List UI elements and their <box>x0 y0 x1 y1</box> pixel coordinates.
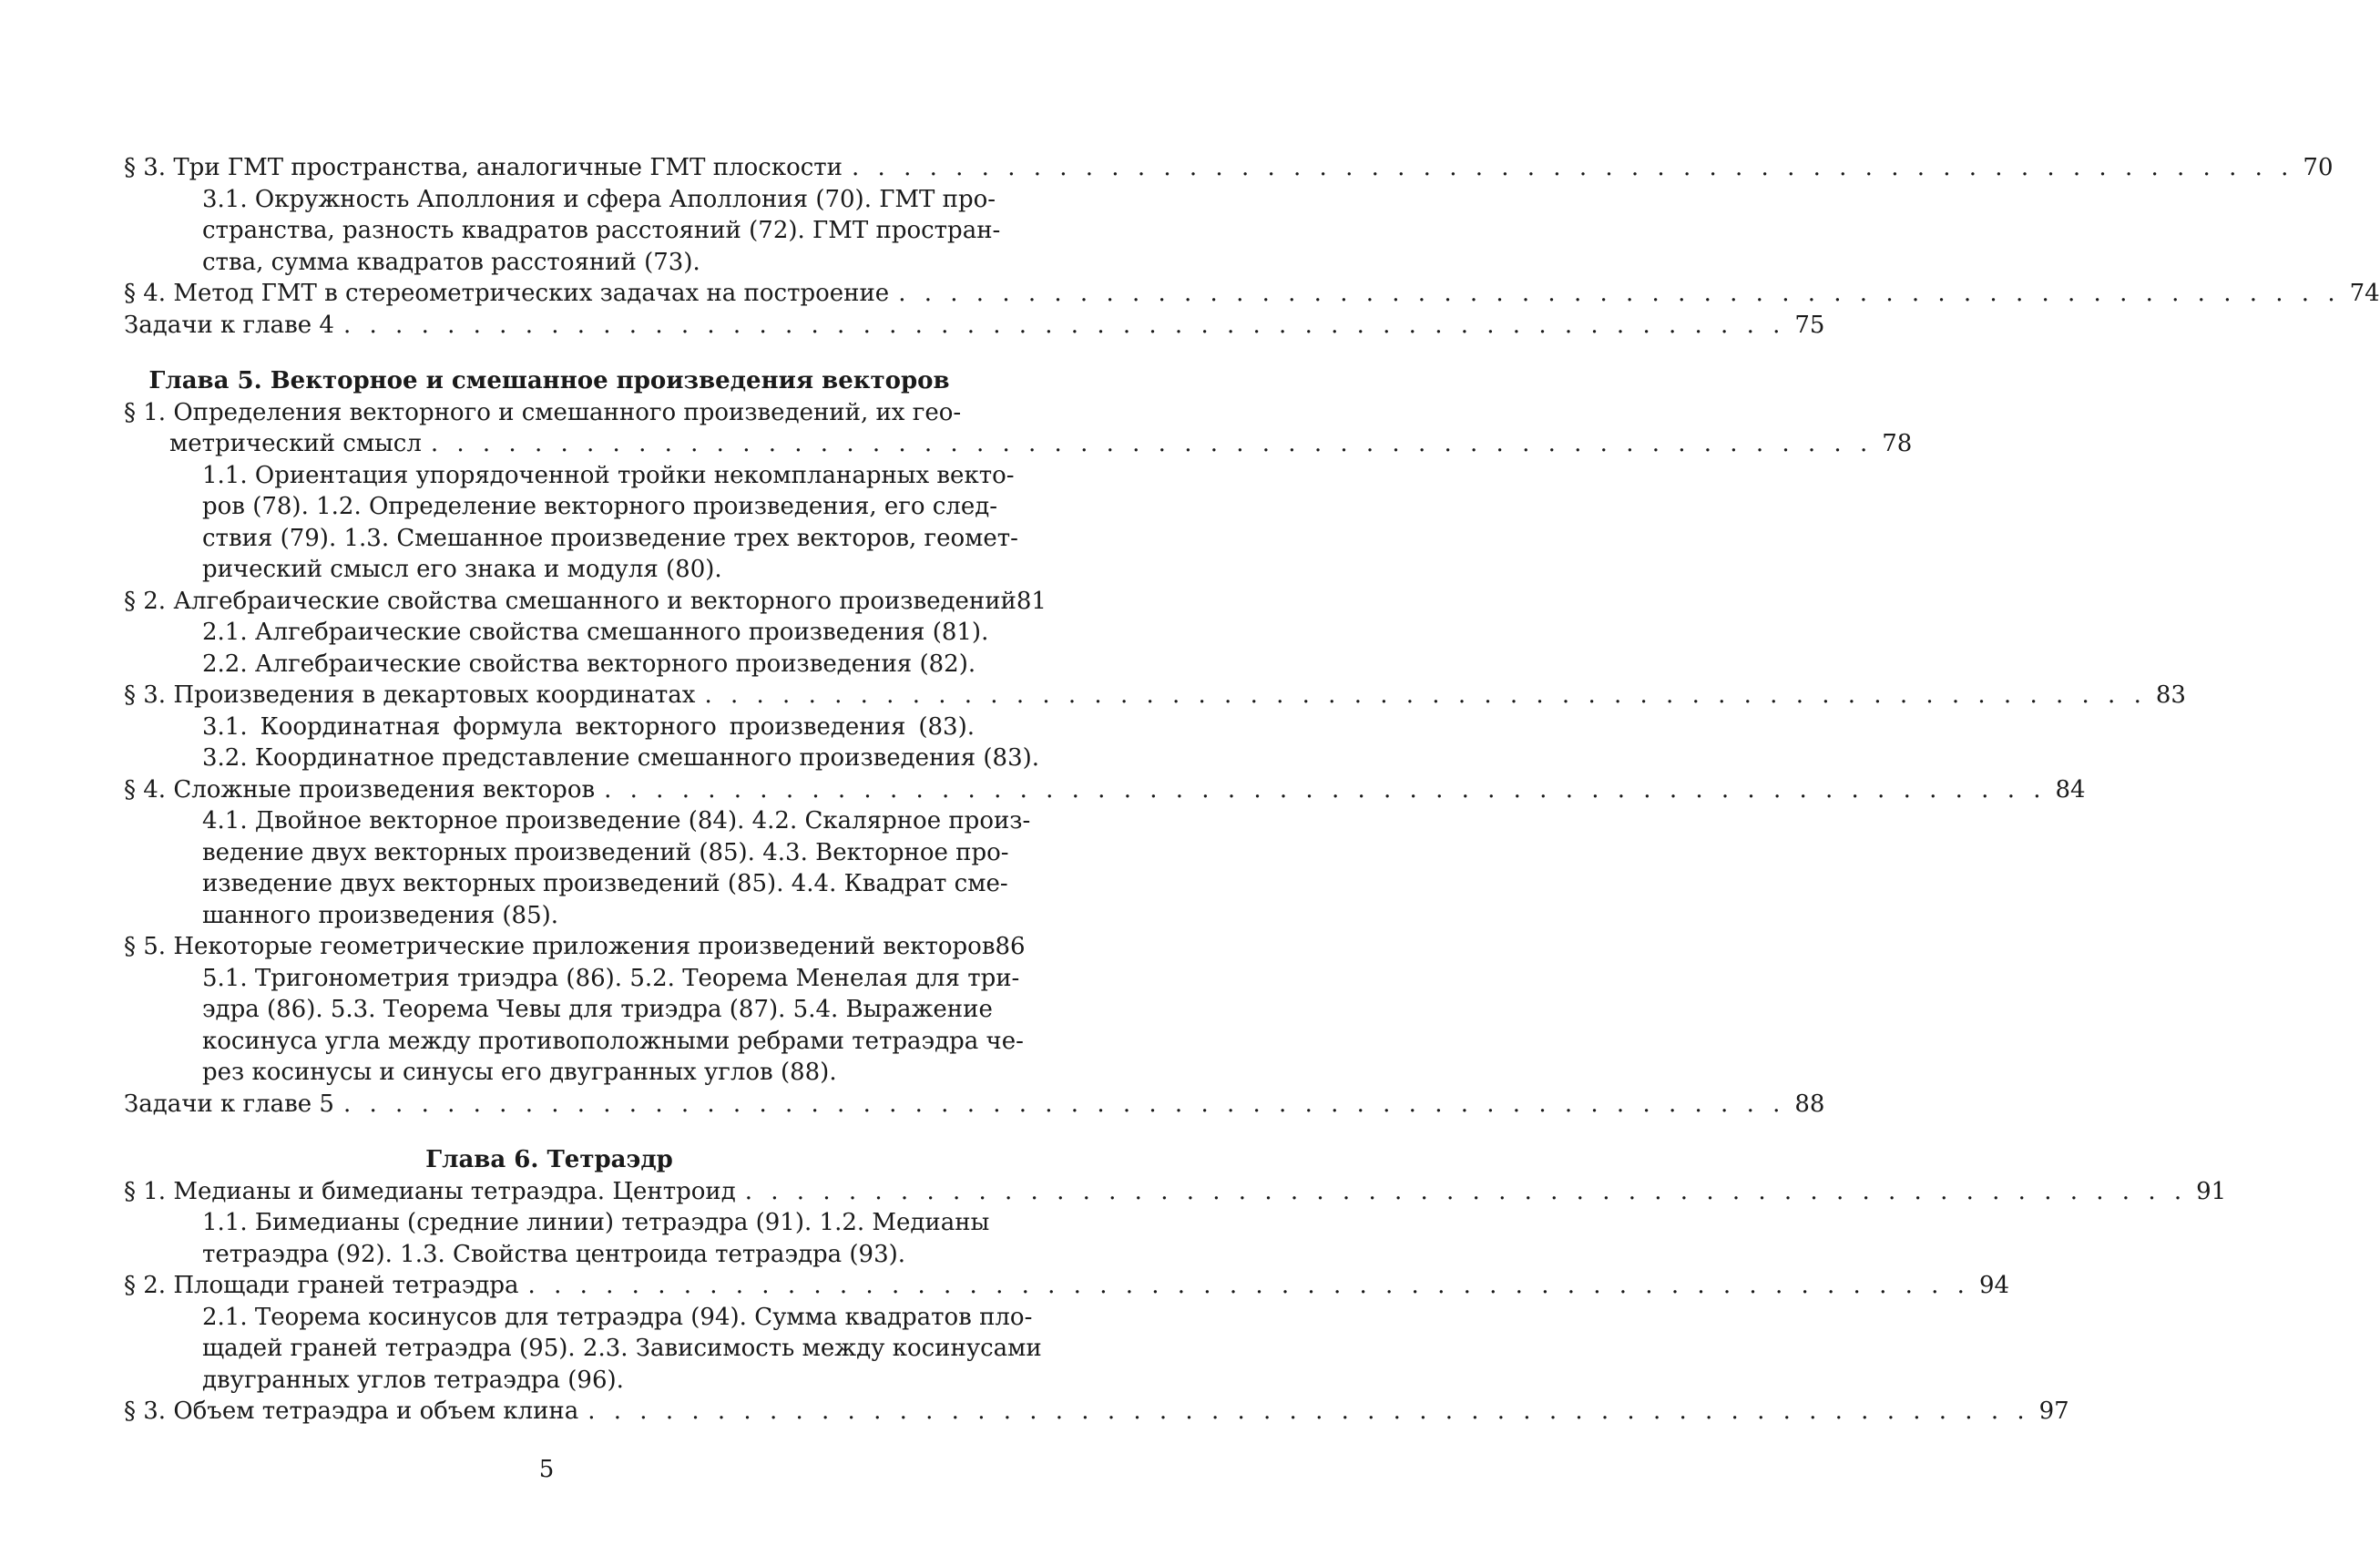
toc-entry-title: § 4. Метод ГМТ в стереометрических задачах на построение <box>124 278 889 310</box>
leader-dots <box>519 1270 1979 1302</box>
toc-entry-title: § 3. Произведения в декартовых координатах <box>124 680 695 712</box>
toc-subentries: 2.1. Теорема косинусов для тетраэдра (94). Сумма квадратов пло- <box>124 1302 975 1334</box>
toc-entry-title: § 3. Три ГМТ пространства, аналогичные ГМТ плоскости <box>124 152 843 184</box>
toc-subentries: 4.1. Двойное векторное произведение (84). 4.2. Скалярное произ- <box>124 805 975 837</box>
toc-subentries: 3.1. Координатная формула векторного произведения (83). <box>124 712 975 743</box>
toc-entry[interactable] <box>124 1270 975 1302</box>
toc-subentries: изведение двух векторных произведений (85). 4.4. Квадрат сме- <box>124 868 975 900</box>
toc-subentries: ствия (79). 1.3. Смешанное произведение трех векторов, геомет- <box>124 523 975 555</box>
document-page <box>0 0 1093 1546</box>
toc-entry[interactable] <box>124 586 975 618</box>
chapter-heading: Глава 5. Векторное и смешанное произведения векторов <box>124 365 975 397</box>
leader-dots <box>736 1176 2196 1208</box>
toc-entry-title: § 2. Площади граней тетраэдра <box>124 1270 519 1302</box>
toc-entry-title: § 1. Медианы и бимедианы тетраэдра. Центроид <box>124 1176 736 1208</box>
toc-page-number: 88 <box>1794 1089 1824 1121</box>
toc-entry[interactable] <box>124 931 975 963</box>
toc-page-number: 91 <box>2196 1176 2226 1208</box>
leader-dots <box>843 152 2303 184</box>
toc-subentries: рез косинусы и синусы его двугранных углов (88). <box>124 1057 975 1089</box>
toc-entry[interactable] <box>124 428 975 460</box>
toc-entry-title: § 4. Сложные произведения векторов <box>124 774 595 806</box>
toc-subentries: 2.1. Алгебраические свойства смешанного произведения (81). <box>124 617 975 649</box>
toc-subentries: ведение двух векторных произведений (85). 4.3. Векторное про- <box>124 837 975 869</box>
leader-dots <box>595 774 2055 806</box>
toc-entry[interactable] <box>124 1089 975 1121</box>
toc-subentries: 2.2. Алгебраические свойства векторного произведения (82). <box>124 649 975 681</box>
toc-subentries: 5.1. Тригонометрия триэдра (86). 5.2. Теорема Менелая для три- <box>124 963 975 995</box>
toc-subentries: 3.2. Координатное представление смешанного произведения (83). <box>124 742 975 774</box>
leader-dots <box>889 278 2349 310</box>
toc-subentries: ства, сумма квадратов расстояний (73). <box>124 247 975 279</box>
toc-page-number: 81 <box>1016 586 1047 618</box>
toc-page-number: 75 <box>1794 310 1824 342</box>
toc-entry-title[interactable]: § 1. Определения векторного и смешанного произведений, их гео- <box>124 397 975 429</box>
toc-page-number: 74 <box>2350 278 2380 310</box>
toc-page-number: 86 <box>995 931 1025 963</box>
toc-entry[interactable] <box>124 774 975 806</box>
toc-entry-title: § 5. Некоторые геометрические приложения произведений векторов <box>124 931 995 963</box>
toc-subentries: рический смысл его знака и модуля (80). <box>124 554 975 586</box>
leader-dots <box>695 680 2155 712</box>
toc-page-number: 83 <box>2156 680 2186 712</box>
toc-subentries: косинуса угла между противоположными ребрами тетраэдра че- <box>124 1026 975 1058</box>
toc-entry-title: Задачи к главе 5 <box>124 1089 334 1121</box>
page-number: 5 <box>0 1456 1093 1483</box>
leader-dots <box>334 310 1794 342</box>
toc-page-number: 78 <box>1882 428 1912 460</box>
leader-dots <box>578 1396 2038 1428</box>
toc-entry-title: Задачи к главе 4 <box>124 310 334 342</box>
toc-entry[interactable] <box>124 680 975 712</box>
toc-page-number: 97 <box>2039 1396 2069 1428</box>
toc-subentries: ров (78). 1.2. Определение векторного произведения, его след- <box>124 491 975 523</box>
toc-entry[interactable] <box>124 1396 975 1428</box>
toc-page-number: 84 <box>2056 774 2086 806</box>
toc-subentries: 1.1. Ориентация упорядоченной тройки некомпланарных векто- <box>124 460 975 492</box>
leader-dots <box>334 1089 1794 1121</box>
toc-page-number: 70 <box>2303 152 2333 184</box>
chapter-heading: Глава 6. Тетраэдр <box>124 1144 975 1176</box>
toc-subentries: тетраэдра (92). 1.3. Свойства центроида тетраэдра (93). <box>124 1239 975 1271</box>
toc-subentries: двугранных углов тетраэдра (96). <box>124 1365 975 1397</box>
toc-page-number: 94 <box>1979 1270 2009 1302</box>
toc-subentries: 3.1. Окружность Аполлония и сфера Аполлония (70). ГМТ про- <box>124 184 975 216</box>
toc-entry[interactable] <box>124 152 975 184</box>
toc-subentries: шанного произведения (85). <box>124 900 975 932</box>
toc-subentries: 1.1. Бимедианы (средние линии) тетраэдра (91). 1.2. Медианы <box>124 1207 975 1239</box>
toc-subentries: щадей граней тетраэдра (95). 2.3. Зависимость между косинусами <box>124 1333 975 1365</box>
toc-entry[interactable] <box>124 1176 975 1208</box>
toc-subentries: эдра (86). 5.3. Теорема Чевы для триэдра (87). 5.4. Выражение <box>124 994 975 1026</box>
toc-entry-title: § 3. Объем тетраэдра и объем клина <box>124 1396 578 1428</box>
toc-entry[interactable] <box>124 278 975 310</box>
toc-subentries: странства, разность квадратов расстояний (72). ГМТ простран- <box>124 215 975 247</box>
toc-entry-title: § 2. Алгебраические свойства смешанного и векторного произведений <box>124 586 1016 618</box>
toc-entry-title: метрический смысл <box>169 428 422 460</box>
table-of-contents <box>124 152 975 1428</box>
leader-dots <box>422 428 1882 460</box>
toc-entry[interactable] <box>124 310 975 342</box>
